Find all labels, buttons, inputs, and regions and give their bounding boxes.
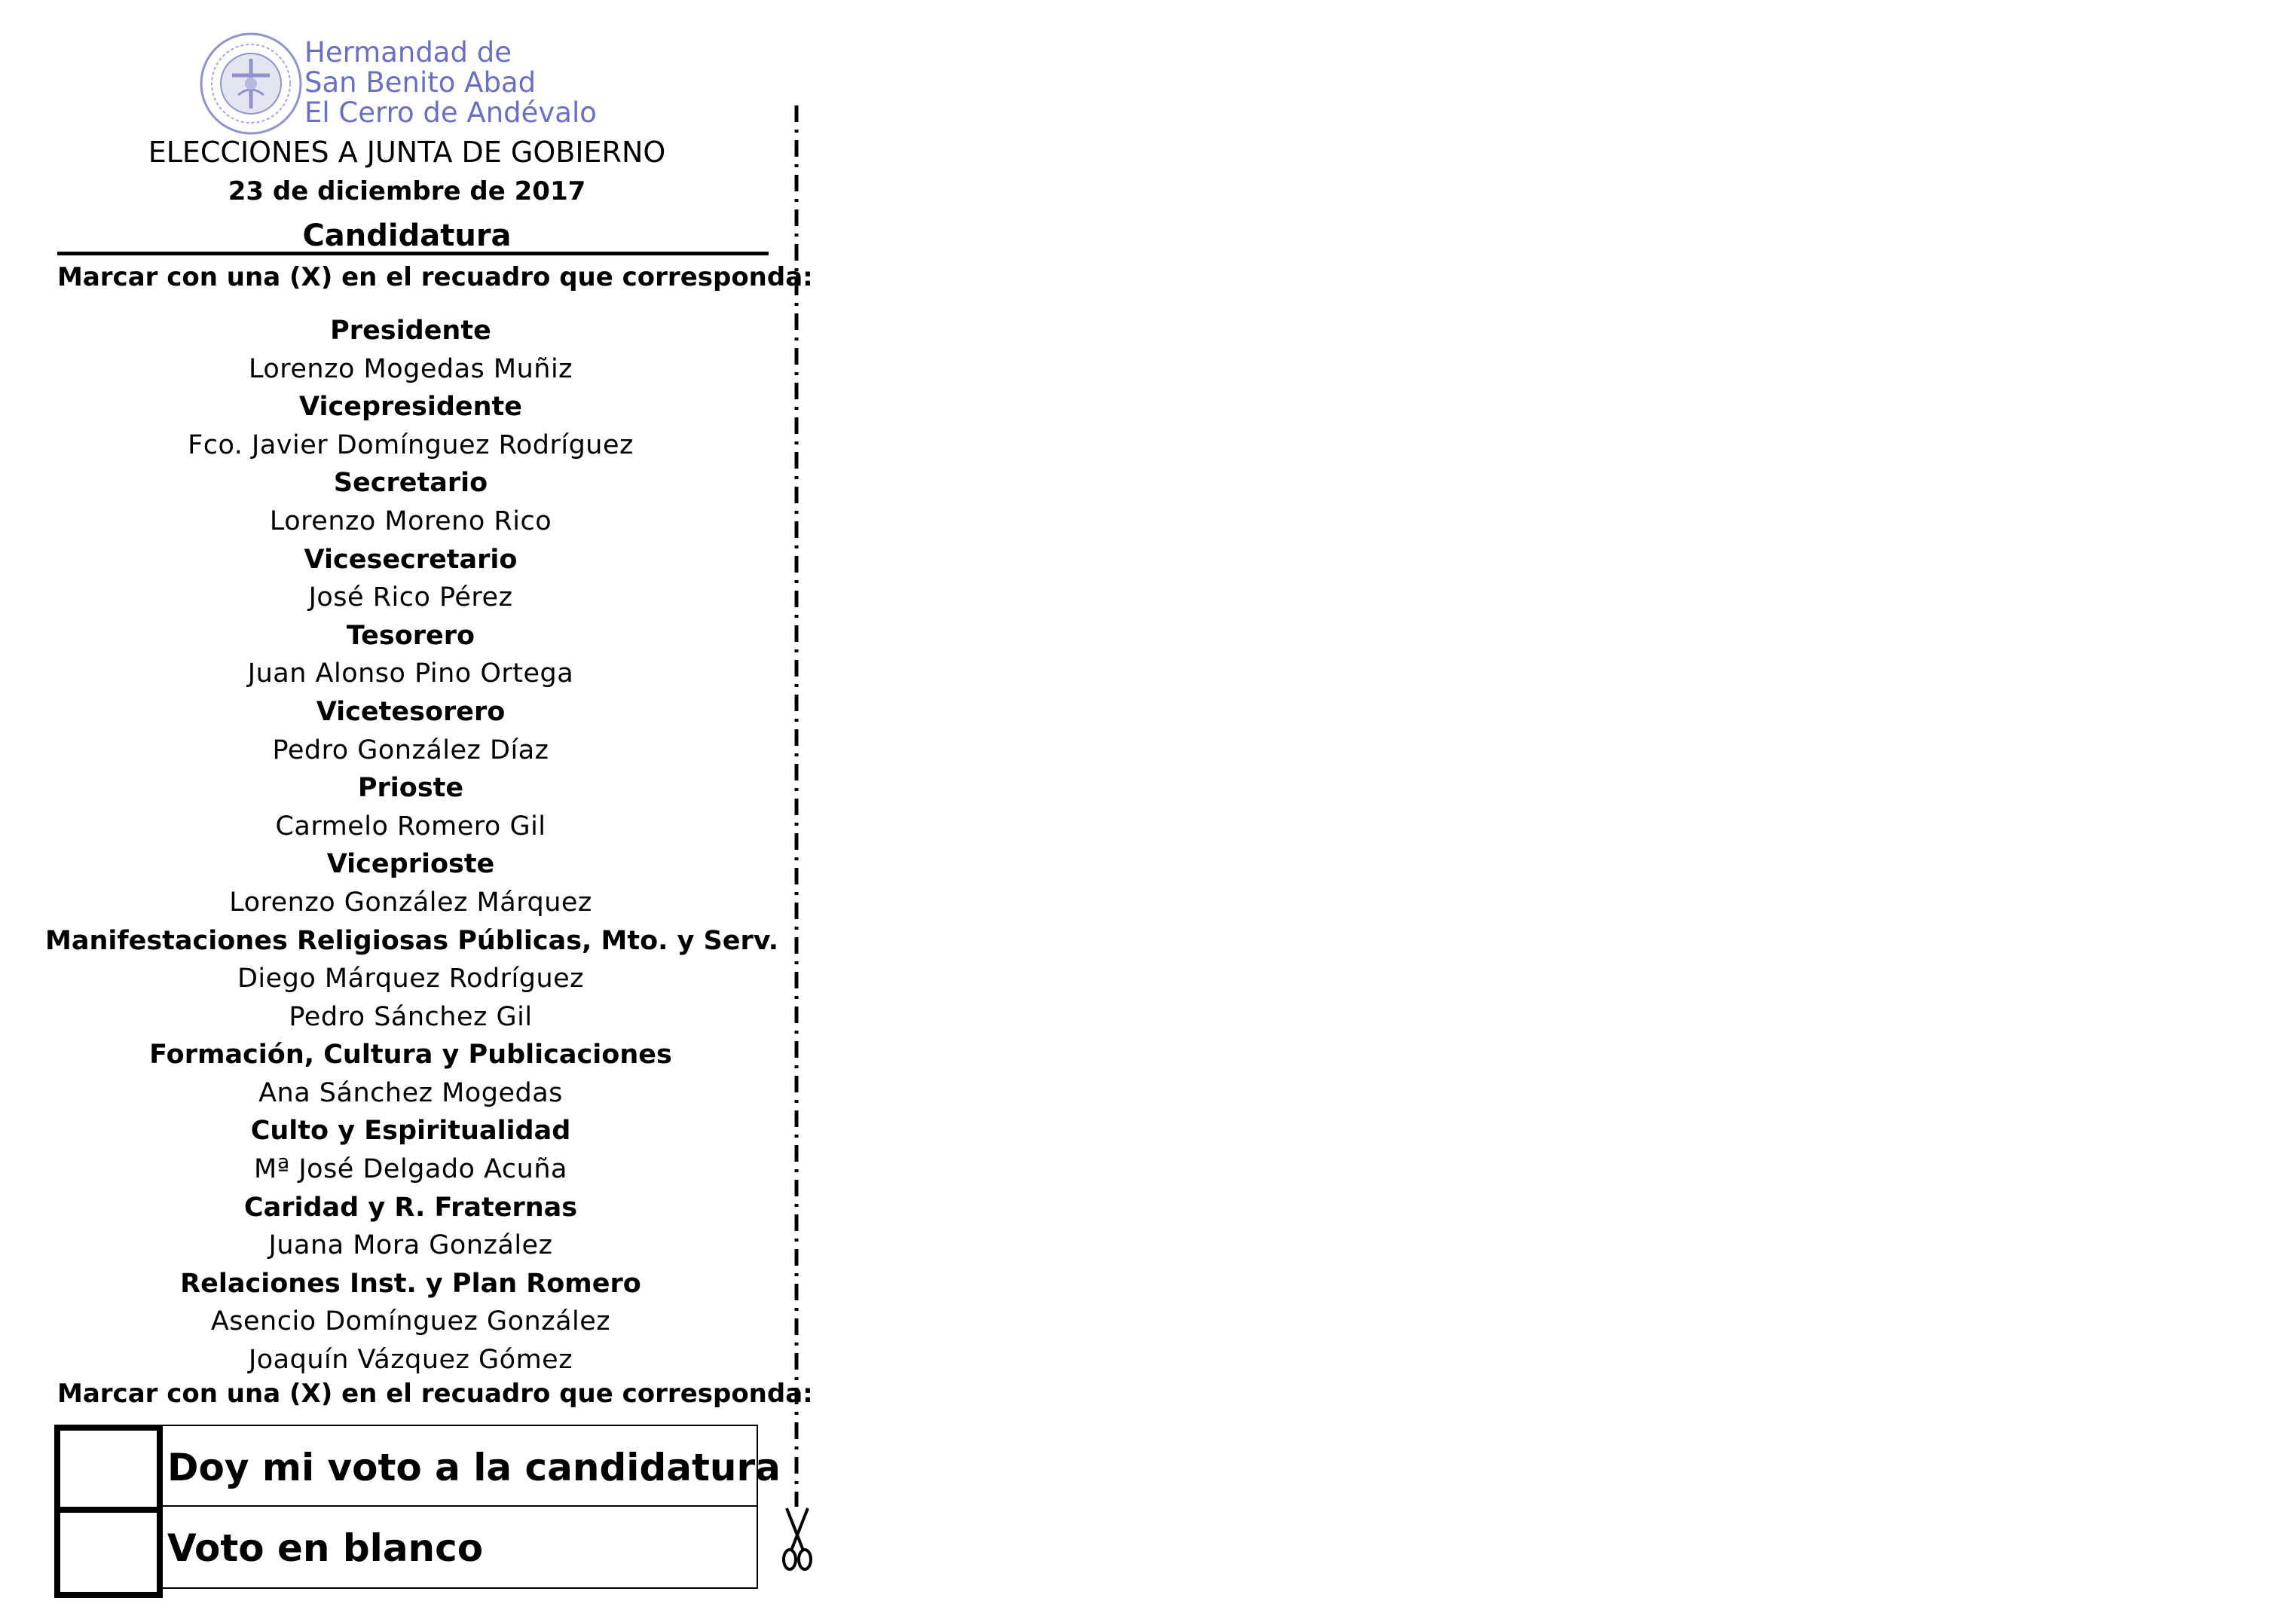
candidate-name: Ana Sánchez Mogedas bbox=[258, 1077, 563, 1108]
role-heading: Caridad y R. Fraternas bbox=[243, 1192, 578, 1223]
candidate-name: Pedro González Díaz bbox=[272, 735, 549, 765]
role-heading: Secretario bbox=[333, 468, 488, 499]
candidate-name: Lorenzo Mogedas Muñiz bbox=[248, 353, 573, 384]
candidate-name: Asencio Domínguez González bbox=[210, 1306, 611, 1337]
org-line: Hermandad de bbox=[304, 36, 512, 69]
vote-option-label: Voto en blanco bbox=[167, 1526, 484, 1570]
candidate-name: Joaquín Vázquez Gómez bbox=[248, 1345, 573, 1376]
vote-option-blank[interactable] bbox=[54, 1507, 758, 1589]
role-heading: Tesorero bbox=[346, 620, 475, 651]
role-heading: Relaciones Inst. y Plan Romero bbox=[180, 1268, 641, 1299]
role-heading: Vicepresidente bbox=[298, 392, 522, 423]
blank-vote-checkbox[interactable] bbox=[54, 1507, 163, 1598]
vote-option-label-frame bbox=[157, 1425, 781, 1507]
instruction-bottom: Marcar con una (X) en el recuadro que corresponda: bbox=[57, 1379, 813, 1409]
candidate-name: Mª José Delgado Acuña bbox=[254, 1154, 567, 1185]
role-heading: Vicesecretario bbox=[304, 544, 518, 575]
candidate-name: Carmelo Romero Gil bbox=[275, 811, 546, 842]
cut-line bbox=[793, 105, 800, 1507]
vote-checkbox[interactable] bbox=[54, 1425, 163, 1516]
candidate-name: José Rico Pérez bbox=[308, 582, 513, 613]
election-date: 23 de diciembre de 2017 bbox=[228, 176, 586, 206]
role-heading: Culto y Espiritualidad bbox=[250, 1116, 571, 1147]
role-heading: Vicetesorero bbox=[316, 696, 506, 727]
org-line: San Benito Abad bbox=[304, 66, 537, 99]
candidatura-heading: Candidatura bbox=[302, 218, 512, 253]
role-heading: Viceprioste bbox=[326, 849, 495, 880]
candidate-name: Lorenzo Moreno Rico bbox=[269, 506, 552, 536]
election-title: ELECCIONES A JUNTA DE GOBIERNO bbox=[148, 136, 666, 169]
candidate-name: Diego Márquez Rodríguez bbox=[237, 964, 585, 994]
organization-name bbox=[304, 38, 597, 128]
vote-option-label-frame bbox=[157, 1507, 758, 1589]
candidate-name: Pedro Sánchez Gil bbox=[289, 1001, 533, 1032]
candidate-name: Juana Mora González bbox=[268, 1230, 553, 1261]
role-heading: Manifestaciones Religiosas Públicas, Mto. y Serv. bbox=[45, 925, 779, 956]
heading-underline bbox=[57, 252, 769, 255]
role-heading: Prioste bbox=[357, 773, 464, 804]
vote-option-candidatura[interactable] bbox=[54, 1425, 781, 1507]
candidate-name: Fco. Javier Domínguez Rodríguez bbox=[188, 429, 634, 460]
vote-option-label: Doy mi voto a la candidatura bbox=[167, 1446, 781, 1489]
scissors-icon bbox=[781, 1507, 814, 1572]
candidate-list bbox=[45, 312, 779, 1379]
candidate-name: Juan Alonso Pino Ortega bbox=[247, 658, 574, 689]
org-line: El Cerro de Andévalo bbox=[304, 96, 597, 129]
role-heading: Formación, Cultura y Publicaciones bbox=[149, 1040, 672, 1071]
brotherhood-seal-icon bbox=[199, 32, 303, 136]
role-heading: Presidente bbox=[330, 316, 491, 346]
candidate-name: Lorenzo González Márquez bbox=[229, 887, 592, 918]
instruction-top: Marcar con una (X) en el recuadro que corresponda: bbox=[57, 262, 813, 292]
vote-options bbox=[54, 1425, 781, 1592]
brotherhood-logo bbox=[199, 32, 597, 137]
